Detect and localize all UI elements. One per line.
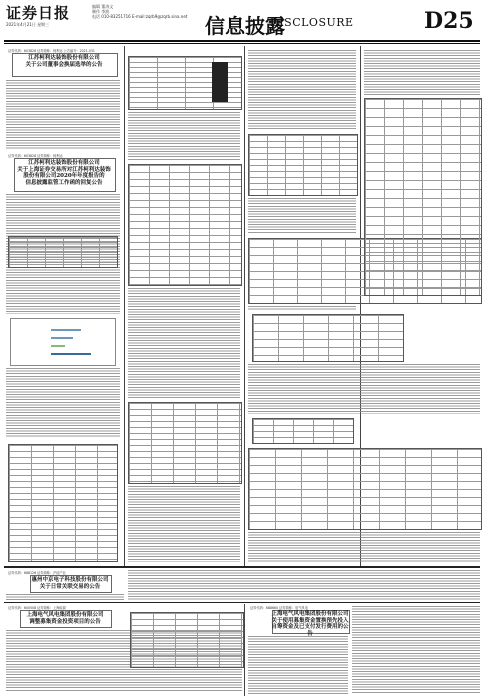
section-title-english: DISCLOSURE bbox=[270, 16, 354, 29]
section-divider bbox=[4, 602, 480, 603]
stock-code-line: 证券代码：688660 证券简称：电气风电 bbox=[250, 606, 308, 610]
redacted-column bbox=[212, 62, 228, 102]
announcement-body bbox=[248, 50, 356, 130]
data-table bbox=[128, 164, 242, 286]
announcement-body bbox=[128, 486, 240, 562]
column-divider bbox=[244, 604, 245, 696]
data-table bbox=[130, 612, 244, 668]
announcement-body bbox=[128, 112, 240, 160]
announcement-body bbox=[248, 636, 348, 694]
stock-code-line: 证券代码：603828 证券简称：柯利达 公告编号：2021-031 bbox=[8, 49, 95, 53]
masthead-rule-thin bbox=[4, 43, 480, 44]
stock-code-line: 证券代码：688126 证券简称：沪硅产业 bbox=[8, 571, 66, 575]
announcement-title: 上海电气风电集团股份有限公司 调整募集资金投资项目的公告 bbox=[26, 612, 104, 625]
data-table bbox=[248, 448, 482, 530]
announcement-body bbox=[352, 606, 480, 694]
section-divider bbox=[4, 566, 480, 568]
newspaper-logo: 证券日报 bbox=[6, 4, 71, 22]
announcement-title: 上海电气风电集团股份有限公司 关于使用募集资金置换预先投入 自筹资金及已支付发行费用的公告 bbox=[271, 611, 349, 637]
announcement-body bbox=[6, 594, 124, 600]
column-divider bbox=[124, 46, 125, 566]
masthead-rule bbox=[4, 40, 480, 42]
announcement-title: 江苏柯利达装饰股份有限公司 关于上海证券交易所对江苏柯利达装饰 股份有限公司2020年年度报告的 信息披露监管工作函的回复公告 bbox=[17, 160, 111, 186]
section-title: 信息披露 bbox=[205, 14, 285, 38]
data-table bbox=[364, 98, 482, 296]
editor-info: 编辑 董涛文 制作 李波 电话 010-83251716 E-mail:zqrb9@zqrb.sina.net bbox=[92, 4, 188, 19]
announcement-body bbox=[248, 306, 356, 310]
announcement-body bbox=[248, 364, 480, 414]
chart-bar bbox=[51, 353, 91, 355]
page-number: D25 bbox=[424, 8, 474, 34]
announcement-body bbox=[128, 570, 480, 600]
data-table bbox=[8, 444, 118, 562]
announcement-body bbox=[364, 50, 480, 96]
data-table bbox=[8, 236, 118, 268]
column-divider bbox=[244, 46, 245, 566]
data-table bbox=[252, 314, 404, 362]
bar-chart-figure bbox=[10, 318, 116, 366]
announcement-body bbox=[248, 198, 356, 234]
data-table bbox=[128, 402, 242, 484]
data-table bbox=[252, 418, 354, 444]
chart-bar bbox=[51, 329, 81, 331]
announcement-body bbox=[248, 532, 480, 562]
stock-code-line: 证券代码：603828 证券简称：柯利达 bbox=[8, 154, 63, 158]
announcement-title: 江苏柯利达装饰股份有限公司 关于公司董事会换届选举的公告 bbox=[25, 55, 103, 68]
announcement-title: 惠州中京电子科技股份有限公司 关于日常关联交易的公告 bbox=[31, 577, 109, 590]
announcement-body bbox=[6, 368, 120, 438]
chart-bar bbox=[51, 337, 73, 339]
chart-bar bbox=[51, 345, 65, 347]
announcement-body bbox=[6, 80, 120, 150]
announcement-body bbox=[128, 288, 240, 398]
data-table bbox=[248, 134, 358, 196]
issue-date: 2021年4月21日 星期三 bbox=[6, 22, 50, 27]
stock-code-line: 证券代码：600508 证券简称：上海能源 bbox=[8, 606, 66, 610]
